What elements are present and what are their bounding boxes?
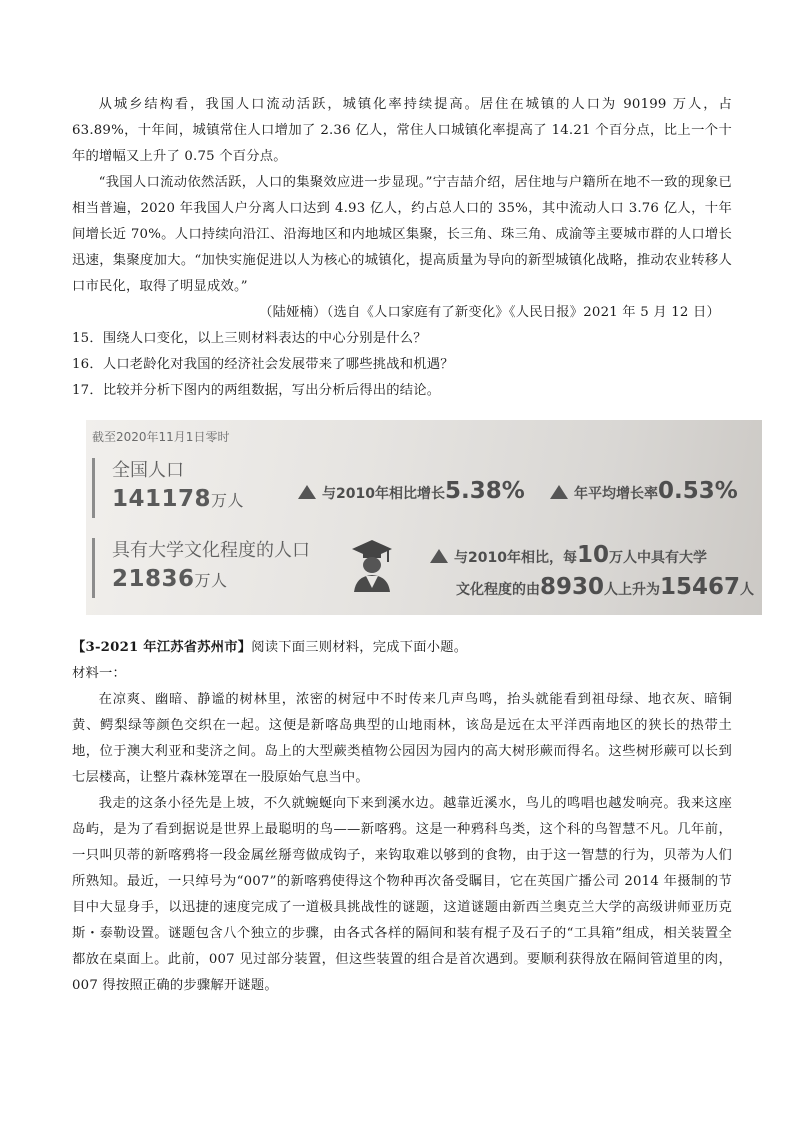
stat-edu-b: 10 (576, 542, 609, 568)
material-paragraph-2: “我国人口流动依然活跃，人口的集聚效应进一步显现。”宁吉喆介绍，居住地与户籍所在地不一致的现象已相当普遍，2020 年我国人户分离人口达到 4.93 亿人，约占总人口的 35%，其中流动人口 3.76 亿人，十年间增长近 70%。人口持续向沿江、沿海地区和内地城区集聚，长三角、珠三角、成渝等主要城市群的人口增长迅速，集聚度加大。“加快实施促进以人为核心的城镇化，提高质量为导向的新型城镇化战略，推动农业转移人口市民化，取得了明显成效。” (72, 175, 732, 294)
pop-value-line (112, 486, 244, 512)
stat-edu-h: 人 (740, 582, 755, 598)
stat-edu-line-2 (456, 574, 754, 600)
material-source: （陆娅楠）（选自《人口家庭有了新变化》《人民日报》2021 年 5 月 12 日） (259, 305, 720, 320)
material-one-label: 材料一： (72, 666, 126, 681)
section2-intro: 阅读下面三则材料，完成下面小题。 (251, 640, 468, 655)
triangle-up-icon (430, 549, 448, 563)
stat-annual-prefix: 年平均增长率 (574, 486, 658, 502)
section2-block (72, 635, 732, 999)
edu-value-line (112, 566, 228, 592)
stat-edu-line-1 (430, 542, 707, 568)
edu-label: 具有大学文化程度的人口 (112, 540, 310, 561)
edu-unit: 万人 (194, 571, 228, 590)
stat-edu-a: 与2010年相比，每 (454, 550, 577, 566)
pop-divider (92, 458, 95, 518)
material-paragraph-1: 从城乡结构看，我国人口流动活跃，城镇化率持续提高。居住在城镇的人口为 90199 万人，占 63.89%，十年间，城镇常住人口增加了 2.36 亿人，常住人口城镇化率提高了 14.21 个百分点，比上一个十年的增幅又上升了 0.75 个百分点。 (72, 97, 732, 164)
triangle-up-icon (298, 485, 316, 499)
stat-annual (550, 478, 738, 504)
stat-edu-g: 15467 (660, 574, 741, 600)
infographic-date: 截至2020年11月1日零时 (92, 430, 230, 444)
question-17: 17．比较并分析下图内的两组数据，写出分析后得出的结论。 (72, 383, 441, 398)
section2-header (72, 635, 732, 661)
stat-annual-value: 0.53% (658, 478, 738, 504)
stat-growth-value: 5.38% (444, 478, 525, 504)
stat-edu-e: 8930 (540, 574, 605, 600)
graduate-icon (350, 538, 394, 592)
edu-divider (92, 538, 95, 598)
population-infographic (86, 420, 762, 615)
section2-tag: 【3-2021 年江苏省苏州市】 (72, 640, 252, 655)
edu-value: 21836 (112, 566, 195, 592)
stat-edu-d: 文化程度的由 (456, 582, 540, 598)
material-text-block (72, 92, 732, 404)
stat-edu-c: 万人中具有大学 (608, 550, 707, 566)
stat-growth (298, 478, 525, 504)
section2-paragraph-1: 在凉爽、幽暗、静谧的树林里，浓密的树冠中不时传来几声鸟鸣，抬头就能看到祖母绿、地衣灰、暗铜黄、鳄梨绿等颜色交织在一起。这便是新喀岛典型的山地雨林，该岛是远在太平洋西南地区的狭长的热带土地，位于澳大利亚和斐济之间。岛上的大型蕨类植物公园因为园内的高大树形蕨而得名。这些树形蕨可以长到七层楼高，让整片森林笼罩在一股原始气息当中。 (72, 692, 732, 785)
question-16: 16．人口老龄化对我国的经济社会发展带来了哪些挑战和机遇？ (72, 357, 454, 372)
stat-edu-f: 人上升为 (604, 582, 661, 598)
question-15: 15．围绕人口变化，以上三则材料表达的中心分别是什么？ (72, 331, 427, 346)
section2-paragraph-2: 我走的这条小径先是上坡，不久就蜿蜒向下来到溪水边。越靠近溪水，鸟儿的鸣唱也越发响亮。我来这座岛屿，是为了看到据说是世界上最聪明的鸟——新喀鸦。这是一种鸦科鸟类，这个科的鸟智慧不凡。几年前，一只叫贝蒂的新喀鸦将一段金属丝掰弯做成钩子，来钩取难以够到的食物，由于这一智慧的行为，贝蒂为人们所熟知。最近，一只绰号为“007”的新喀鸦使得这个物种再次备受瞩目，它在英国广播公司 2014 年摄制的节目中大显身手，以迅捷的速度完成了一道极具挑战性的谜题，这道谜题由新西兰奥克兰大学的高级讲师亚历克斯・泰勒设置。谜题包含八个独立的步骤，由各式各样的隔间和装有棍子及石子的“工具箱”组成，相关装置全都放在桌面上。此前，007 见过部分装置，但这些装置的组合是首次遇到。要顺利获得放在隔间管道里的肉，007 得按照正确的步骤解开谜题。 (72, 796, 732, 993)
pop-label: 全国人口 (112, 460, 184, 481)
triangle-up-icon (550, 485, 568, 499)
pop-value: 141178 (112, 486, 212, 512)
pop-unit: 万人 (211, 491, 245, 510)
stat-growth-prefix: 与2010年相比增长 (322, 486, 445, 502)
